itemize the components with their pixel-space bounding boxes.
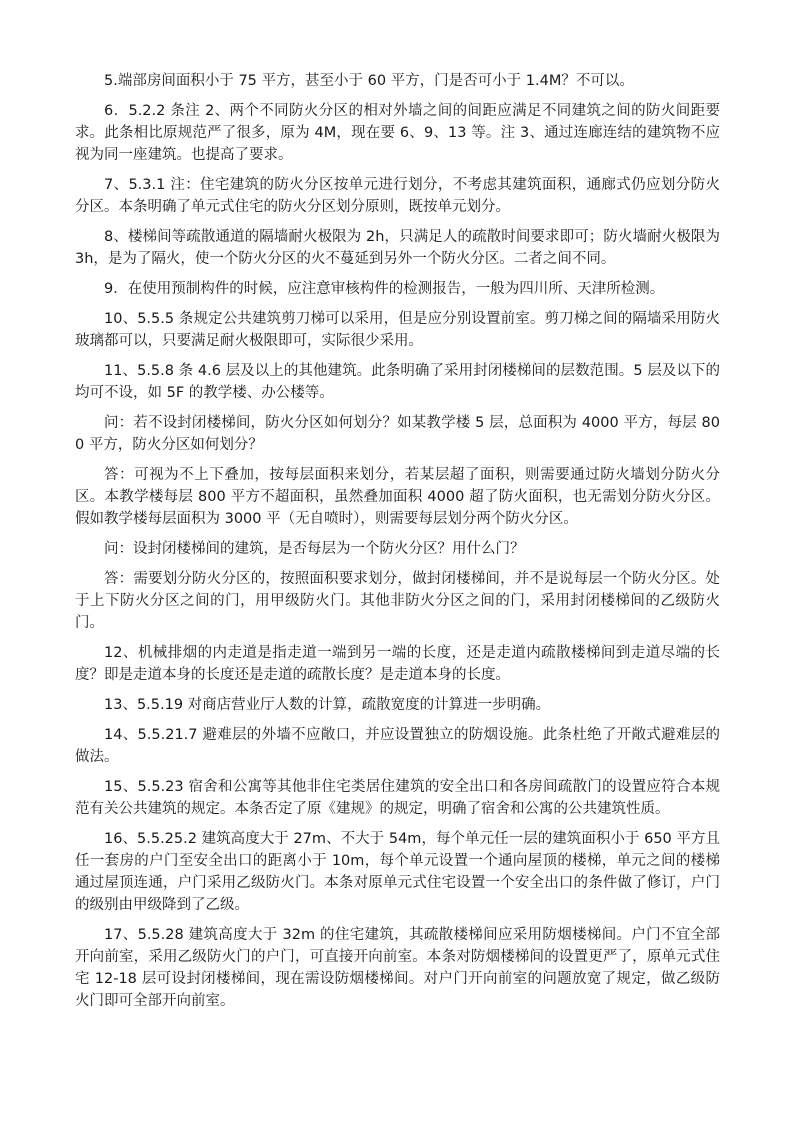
paragraph-14: 14、5.5.21.7 避难层的外墙不应敞口，并应设置独立的防烟设施。此条杜绝了开敞式避难层的做法。 (75, 727, 720, 765)
question-2: 问：设封闭楼梯间的建筑，是否每层为一个防火分区？用什么门？ (104, 541, 525, 557)
paragraph-5: 5.端部房间面积小于 75 平方，甚至小于 60 平方，门是否可小于 1.4M？不可以。 (104, 73, 634, 89)
paragraph-8: 8、楼梯间等疏散通道的隔墙耐火极限为 2h，只满足人的疏散时间要求即可；防火墙耐火极限为 3h，是为了隔火，使一个防火分区的火不蔓延到另外一个防火分区。二者之间不同。 (75, 229, 720, 267)
question-1: 问：若不设封闭楼梯间，防火分区如何划分？如某教学楼 5 层，总面积为 4000 平方，每层 800 平方，防火分区如何划分？ (75, 415, 720, 453)
document-body (75, 70, 720, 1020)
paragraph-10: 10、5.5.5 条规定公共建筑剪刀梯可以采用，但是应分别设置前室。剪刀梯之间的隔墙采用防火玻璃都可以，只要满足耐火极限即可，实际很少采用。 (75, 311, 720, 349)
paragraph-12: 12、机械排烟的内走道是指走道一端到另一端的长度，还是走道内疏散楼梯间到走道尽端的长度？即是走道本身的长度还是走道的疏散长度？是走道本身的长度。 (75, 645, 720, 683)
paragraph-16: 16、5.5.25.2 建筑高度大于 27m、不大于 54m，每个单元任一层的建筑面积小于 650 平方且任一套房的户门至安全出口的距离小于 10m，每个单元设置一个通向屋顶的楼梯，单元之间的楼梯通过屋顶连通，户门采用乙级防火门。本条对原单元式住宅设置一个安全出口的条件做了修订，户门的级别由甲级降到了乙级。 (75, 831, 720, 913)
paragraph-9: 9．在使用预制构件的时候，应注意审核构件的检测报告，一般为四川所、天津所检测。 (104, 281, 665, 297)
answer-1: 答：可视为不上下叠加，按每层面积来划分，若某层超了面积，则需要通过防火墙划分防火分区。本教学楼每层 800 平方不超面积，虽然叠加面积 4000 超了防火面积，也无需划分防火分区。假如教学楼每层面积为 3000 平（无自喷时），则需要每层划分两个防火分区。 (75, 467, 720, 527)
paragraph-13: 13、5.5.19 对商店营业厅人数的计算，疏散宽度的计算进一步明确。 (104, 697, 551, 713)
paragraph-7: 7、5.3.1 注：住宅建筑的防火分区按单元进行划分，不考虑其建筑面积，通廊式仍应划分防火分区。本条明确了单元式住宅的防火分区划分原则，既按单元划分。 (75, 177, 720, 215)
paragraph-15: 15、5.5.23 宿舍和公寓等其他非住宅类居住建筑的安全出口和各房间疏散门的设置应符合本规范有关公共建筑的规定。本条否定了原《建规》的规定，明确了宿舍和公寓的公共建筑性质。 (75, 779, 720, 817)
paragraph-11: 11、5.5.8 条 4.6 层及以上的其他建筑。此条明确了采用封闭楼梯间的层数范围。5 层及以下的均可不设，如 5F 的教学楼、办公楼等。 (75, 363, 720, 401)
paragraph-6: 6．5.2.2 条注 2、两个不同防火分区的相对外墙之间的间距应满足不同建筑之间的防火间距要求。此条相比原规范严了很多，原为 4M，现在要 6、9、13 等。注 3、通过连廊连结的建筑物不应视为同一座建筑。也提高了要求。 (75, 103, 720, 163)
paragraph-17: 17、5.5.28 建筑高度大于 32m 的住宅建筑，其疏散楼梯间应采用防烟楼梯间。户门不宜全部开向前室，采用乙级防火门的户门，可直接开向前室。本条对防烟楼梯间的设置更严了，原单元式住宅 12-18 层可设封闭楼梯间，现在需设防烟楼梯间。对户门开向前室的问题放宽了规定，做乙级防火门即可全部开向前室。 (75, 927, 720, 1009)
answer-2: 答：需要划分防火分区的，按照面积要求划分，做封闭楼梯间，并不是说每层一个防火分区。处于上下防火分区之间的门，用甲级防火门。其他非防火分区之间的门，采用封闭楼梯间的乙级防火门。 (75, 571, 720, 631)
